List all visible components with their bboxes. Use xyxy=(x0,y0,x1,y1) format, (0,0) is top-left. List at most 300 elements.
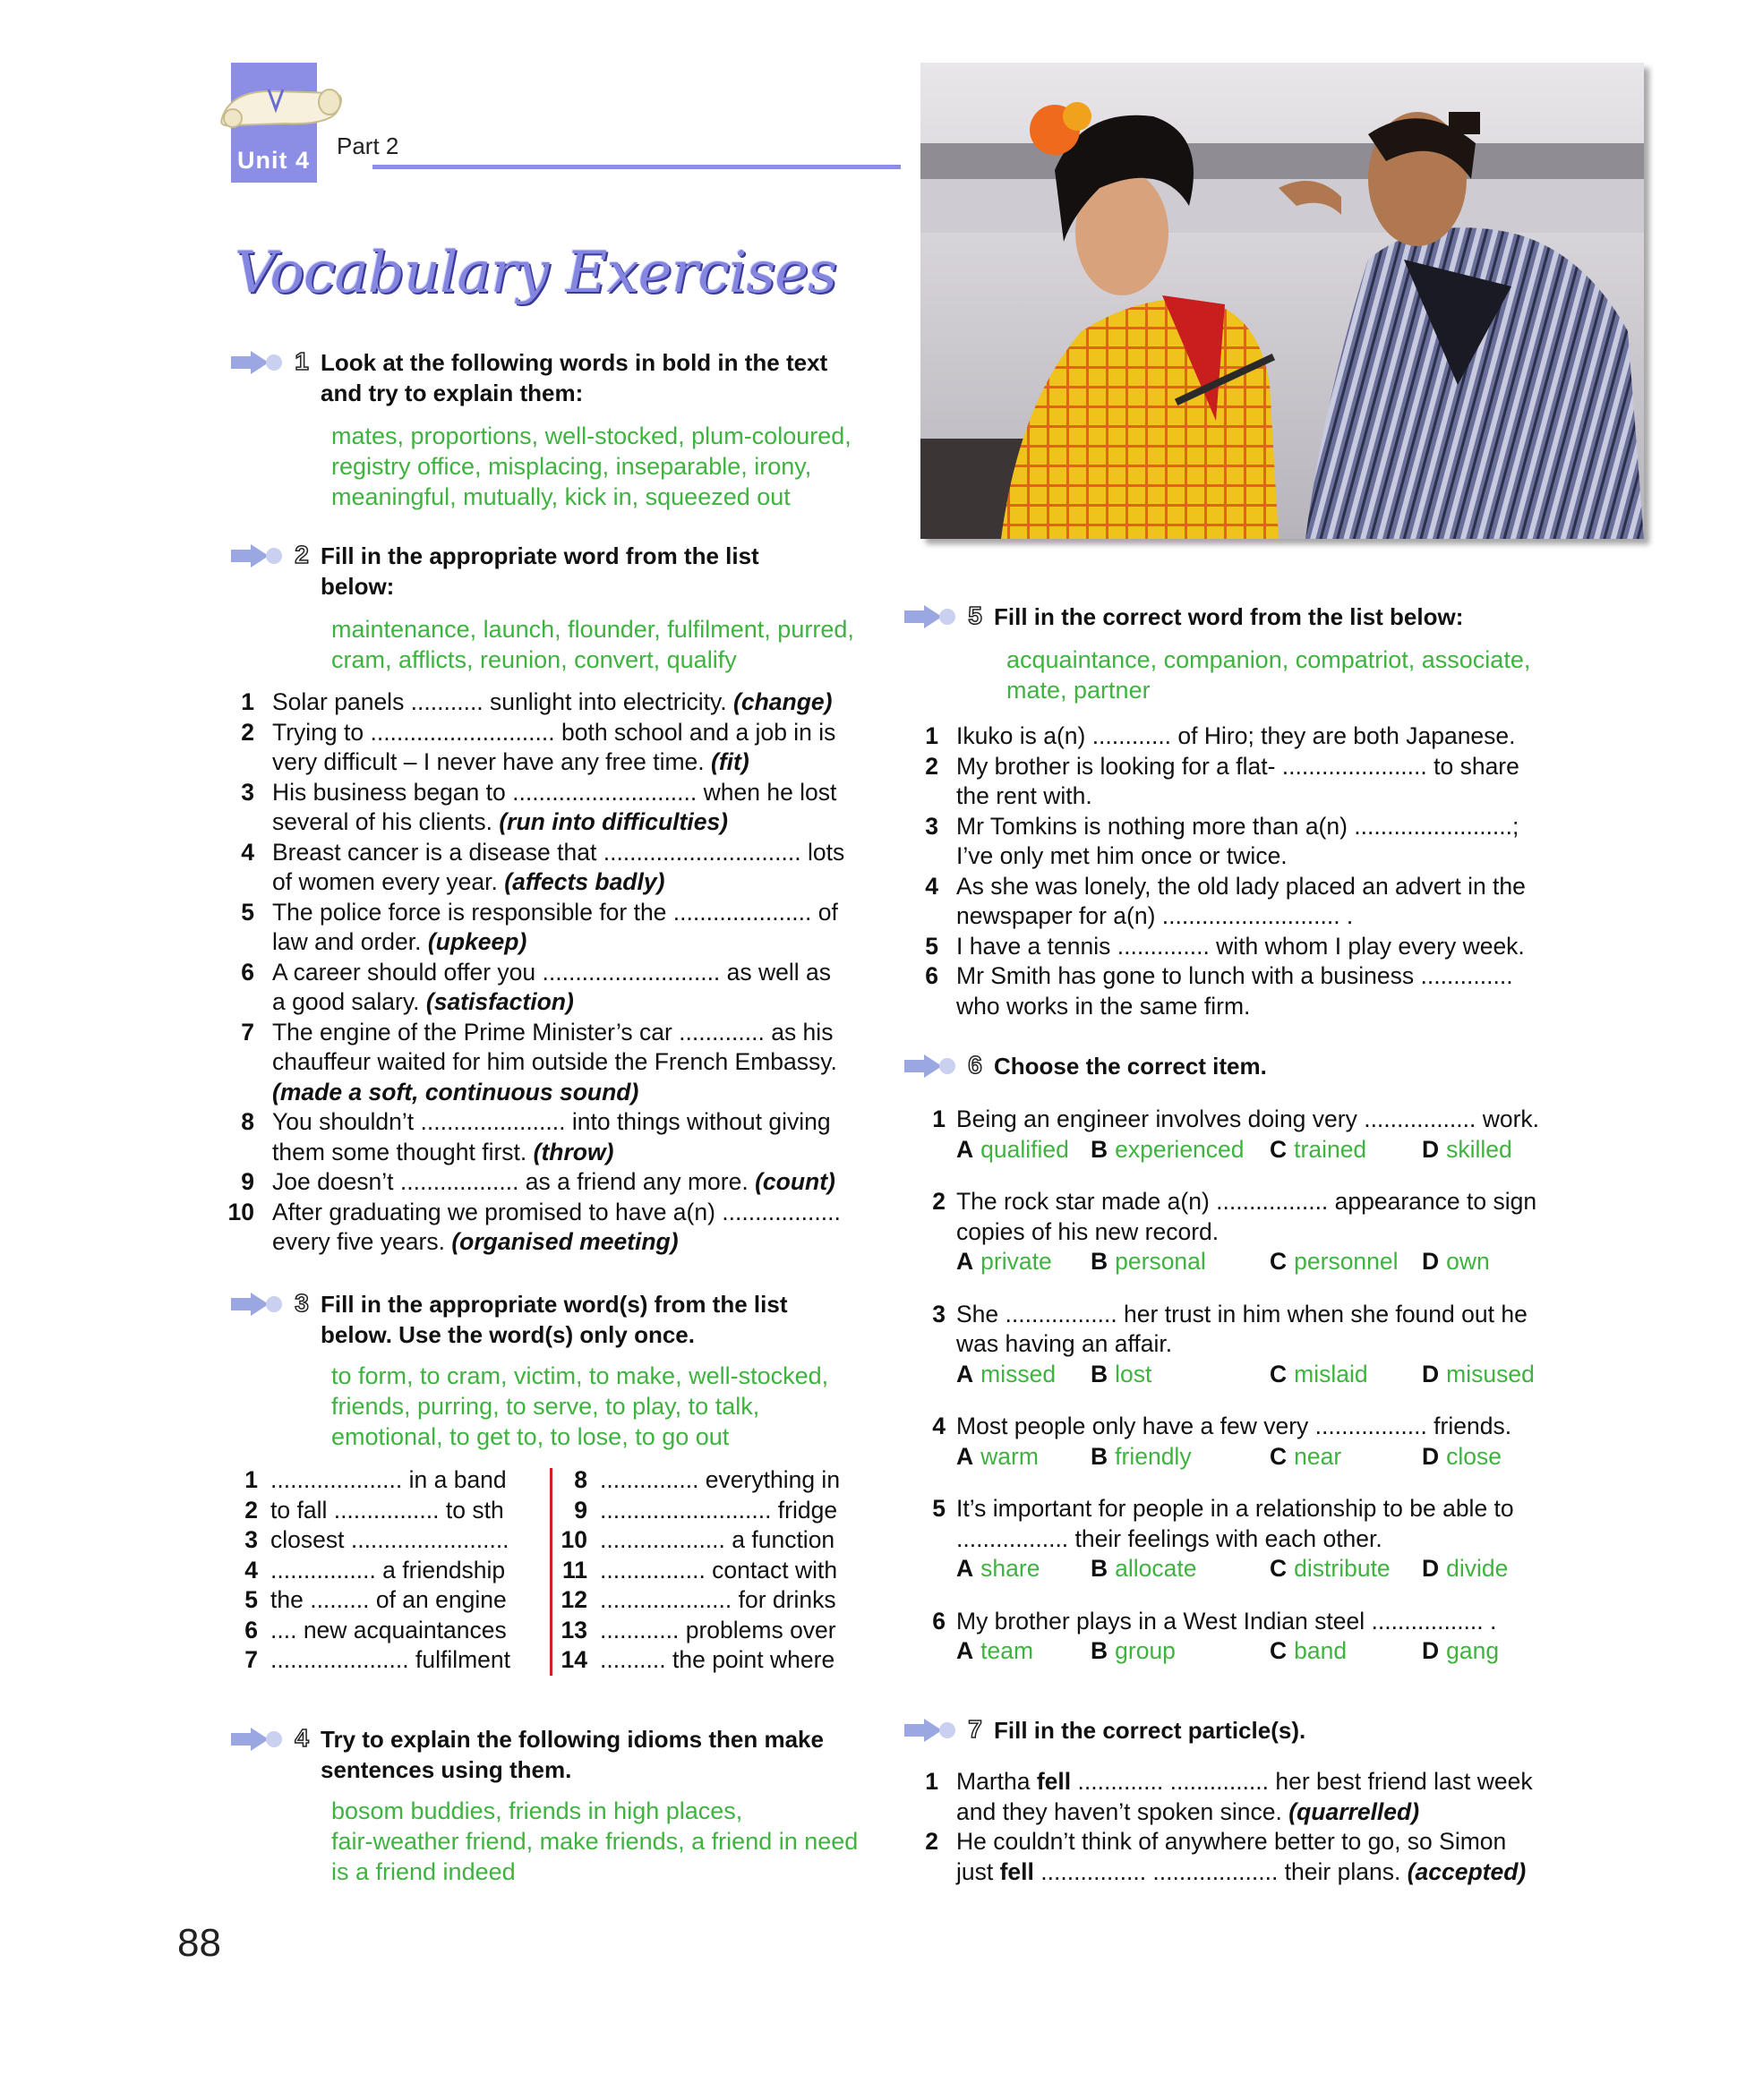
question-text: copies of his new record. xyxy=(956,1217,1220,1245)
answer-option xyxy=(1422,1442,1502,1473)
item-hint: (accepted) xyxy=(1407,1857,1527,1885)
item-text-part: Joe doesn’t .................. as a friend any more. xyxy=(272,1168,749,1195)
item-number: 4 xyxy=(932,1413,946,1439)
ex4-instruction-line2: sentences using them. xyxy=(321,1756,572,1783)
ex2-items xyxy=(227,687,879,1258)
ex1-number: 1 xyxy=(295,347,309,375)
item-number: 9 xyxy=(574,1496,587,1524)
ex5-heading xyxy=(903,602,1463,632)
answer-option xyxy=(1270,1247,1399,1277)
answer-option xyxy=(1091,1360,1151,1390)
item-number: 14 xyxy=(561,1646,587,1673)
item-text-part: ............. ............... her best friend last week xyxy=(1071,1768,1533,1795)
item-number: 12 xyxy=(561,1586,587,1613)
option-word: trained xyxy=(1294,1135,1367,1163)
list-item xyxy=(561,1496,865,1526)
item-hint: (fit) xyxy=(711,748,749,775)
item-text-part: the rent with. xyxy=(956,782,1092,809)
item-number: 6 xyxy=(925,962,938,989)
ex5-items xyxy=(919,721,1563,1021)
ex4-idiom-list xyxy=(331,1796,858,1887)
item-text: .......................... fridge xyxy=(600,1496,838,1524)
item-text xyxy=(956,752,1563,782)
item-text-part: I have a tennis .............. with whom I play every week. xyxy=(956,932,1525,960)
item-text xyxy=(956,961,1563,992)
item-text xyxy=(272,718,879,748)
item-text xyxy=(956,901,1563,932)
option-letter: B xyxy=(1091,1555,1108,1582)
list-item xyxy=(919,932,1563,962)
answer-option xyxy=(1422,1554,1508,1584)
answer-option xyxy=(1270,1135,1366,1165)
answer-options xyxy=(956,1135,1583,1165)
answer-option xyxy=(1091,1636,1176,1667)
ex7-items xyxy=(919,1767,1581,1887)
item-text: .................... in a band xyxy=(270,1466,507,1493)
option-word: mislaid xyxy=(1294,1360,1368,1387)
ex3-word-list xyxy=(331,1361,828,1452)
answer-option xyxy=(956,1247,1052,1277)
item-text xyxy=(272,1227,879,1258)
exercise-arrow-icon xyxy=(903,1054,958,1078)
item-text xyxy=(272,1138,879,1168)
word-list-line: maintenance, launch, flounder, fulfilment, purred, xyxy=(331,616,854,643)
item-text xyxy=(956,1857,1581,1888)
word-list-line: acquaintance, companion, compatriot, associate, xyxy=(1006,646,1531,673)
item-text xyxy=(272,898,879,928)
item-text-part: Most people only have a few very ................. friends. xyxy=(956,1413,1512,1439)
option-letter: C xyxy=(1270,1360,1288,1387)
list-item xyxy=(919,752,1563,812)
item-number: 6 xyxy=(244,1616,258,1643)
option-word: misused xyxy=(1446,1360,1535,1387)
option-word: warm xyxy=(980,1442,1039,1470)
question-text xyxy=(932,1607,1583,1637)
answer-option xyxy=(1270,1636,1347,1667)
ex7-heading xyxy=(903,1715,1305,1746)
answer-option xyxy=(1091,1554,1196,1584)
list-item xyxy=(235,1107,879,1167)
option-letter: A xyxy=(956,1442,974,1470)
option-letter: D xyxy=(1422,1248,1440,1275)
item-number: 1 xyxy=(932,1105,946,1132)
answer-option xyxy=(1270,1554,1391,1584)
word-list-line: friends, purring, to serve, to play, to talk, xyxy=(331,1393,760,1420)
item-text xyxy=(272,987,879,1018)
answer-options xyxy=(956,1554,1583,1584)
item-text xyxy=(956,1767,1581,1797)
item-text-part: Ikuko is a(n) ............ of Hiro; they are both Japanese. xyxy=(956,722,1516,749)
item-text xyxy=(272,958,879,988)
item-text xyxy=(956,872,1563,902)
question-text: was having an affair. xyxy=(956,1330,1173,1357)
item-text-part: I’ve only met him once or twice. xyxy=(956,842,1288,869)
list-item xyxy=(235,1167,879,1198)
item-number: 3 xyxy=(244,1526,258,1553)
answer-option xyxy=(1422,1135,1512,1165)
item-text-part: of women every year. xyxy=(272,868,498,895)
page-number: 88 xyxy=(177,1921,221,1965)
option-word: qualified xyxy=(980,1135,1069,1163)
item-text xyxy=(272,1018,879,1048)
answer-option xyxy=(1422,1636,1499,1667)
item-number: 5 xyxy=(241,898,254,926)
list-item xyxy=(231,1465,535,1496)
exercise-arrow-icon xyxy=(229,351,285,374)
item-text xyxy=(956,781,1563,812)
item-number: 10 xyxy=(561,1526,587,1553)
option-letter: C xyxy=(1270,1555,1288,1582)
ex6-heading xyxy=(903,1051,1267,1081)
word-list-line: mates, proportions, well-stocked, plum-coloured, xyxy=(331,423,852,449)
list-item xyxy=(919,1767,1581,1827)
word-list-line: emotional, to get to, to lose, to go out xyxy=(331,1423,730,1450)
list-item xyxy=(235,687,879,718)
question-block xyxy=(932,1494,1583,1584)
item-text-part: His business began to ............................ when he lost xyxy=(272,778,837,806)
item-number: 2 xyxy=(244,1496,258,1524)
item-text-part: As she was lonely, the old lady placed an advert in the xyxy=(956,872,1526,900)
word-list-line: to form, to cram, victim, to make, well-stocked, xyxy=(331,1362,829,1389)
item-text xyxy=(956,1797,1581,1828)
item-text-part: ................ ................... their plans. xyxy=(1033,1857,1401,1885)
exercise-arrow-icon xyxy=(229,544,285,568)
answer-options xyxy=(956,1636,1583,1667)
answer-option xyxy=(1091,1135,1245,1165)
ex3-heading xyxy=(229,1289,787,1350)
item-number: 11 xyxy=(561,1556,587,1584)
item-text: closest ........................ xyxy=(270,1526,509,1553)
option-letter: A xyxy=(956,1637,974,1664)
ex4-instruction-line1: Try to explain the following idioms then make xyxy=(321,1726,824,1753)
option-letter: D xyxy=(1422,1135,1440,1163)
option-letter: B xyxy=(1091,1135,1108,1163)
item-number: 4 xyxy=(925,872,938,900)
answer-option xyxy=(1270,1360,1368,1390)
option-word: close xyxy=(1446,1442,1502,1470)
item-number: 5 xyxy=(244,1586,258,1613)
ex2-word-list xyxy=(331,614,854,675)
item-text xyxy=(272,1047,879,1107)
question-block xyxy=(932,1300,1583,1390)
ex1-instruction-line1: Look at the following words in bold in the text xyxy=(321,349,828,376)
option-word: friendly xyxy=(1115,1442,1192,1470)
option-letter: B xyxy=(1091,1442,1108,1470)
list-item xyxy=(231,1585,535,1616)
ex3-instruction-line2: below. Use the word(s) only once. xyxy=(321,1321,695,1348)
item-bold-word: fell xyxy=(1036,1768,1072,1795)
option-word: share xyxy=(980,1555,1040,1582)
item-hint: (organised meeting) xyxy=(451,1228,679,1255)
option-word: personnel xyxy=(1294,1248,1399,1275)
item-hint: (satisfaction) xyxy=(425,988,574,1015)
question-text xyxy=(932,1300,1583,1330)
item-number: 1 xyxy=(241,688,254,715)
item-text: ................ contact with xyxy=(600,1556,838,1584)
option-word: group xyxy=(1115,1637,1176,1664)
ex2-instruction-line1: Fill in the appropriate word from the list xyxy=(321,542,759,569)
item-text xyxy=(272,1107,879,1138)
item-text-part: every five years. xyxy=(272,1228,445,1255)
list-item xyxy=(235,898,879,958)
item-number: 3 xyxy=(925,812,938,840)
word-list-line: registry office, misplacing, inseparable, irony, xyxy=(331,453,812,480)
item-text-part: them some thought first. xyxy=(272,1138,527,1165)
item-text-part: just xyxy=(956,1857,1000,1885)
item-text-part: After graduating we promised to have a(n) .................. xyxy=(272,1198,841,1225)
item-hint: (quarrelled) xyxy=(1288,1797,1420,1825)
ex2-instruction-line2: below: xyxy=(321,573,395,600)
item-number: 1 xyxy=(244,1466,258,1493)
option-letter: D xyxy=(1422,1442,1440,1470)
item-number: 5 xyxy=(932,1495,946,1522)
item-number: 8 xyxy=(574,1466,587,1493)
item-text xyxy=(956,932,1563,962)
item-text: ............... everything in xyxy=(600,1466,841,1493)
item-text xyxy=(272,867,879,898)
option-word: lost xyxy=(1115,1360,1152,1387)
item-text-part: A career should offer you ........................... as well as xyxy=(272,958,832,986)
option-word: near xyxy=(1294,1442,1342,1470)
ex4-number: 4 xyxy=(295,1724,309,1752)
option-word: personal xyxy=(1115,1248,1206,1275)
option-letter: C xyxy=(1270,1442,1288,1470)
answer-option xyxy=(956,1636,1033,1667)
item-text-part: The rock star made a(n) ................. appearance to sign xyxy=(956,1188,1537,1215)
item-text-part: who works in the same firm. xyxy=(956,992,1251,1020)
ex7-number: 7 xyxy=(968,1715,982,1743)
item-hint: (count) xyxy=(755,1168,835,1195)
option-word: allocate xyxy=(1115,1555,1197,1582)
item-text-part: Mr Tomkins is nothing more than a(n) ........................; xyxy=(956,812,1519,840)
option-letter: B xyxy=(1091,1248,1108,1275)
option-letter: D xyxy=(1422,1360,1440,1387)
item-number: 6 xyxy=(932,1607,946,1635)
item-text-part: several of his clients. xyxy=(272,808,492,835)
list-item xyxy=(235,838,879,898)
item-number: 7 xyxy=(241,1018,254,1046)
item-text: ............ problems over xyxy=(600,1616,836,1643)
word-list-line: cram, afflicts, reunion, convert, qualify xyxy=(331,646,737,673)
list-item xyxy=(919,721,1563,752)
item-text-part: Solar panels ........... sunlight into electricity. xyxy=(272,688,727,715)
item-text: the ......... of an engine xyxy=(270,1586,507,1613)
item-text xyxy=(956,841,1563,872)
item-text xyxy=(272,687,879,718)
item-text xyxy=(272,747,879,778)
item-text xyxy=(272,778,879,808)
option-word: own xyxy=(1446,1248,1490,1275)
item-text-part: law and order. xyxy=(272,928,422,955)
list-item xyxy=(231,1616,535,1646)
item-text-part: The engine of the Prime Minister’s car ............. as his xyxy=(272,1018,834,1046)
word-list-line: bosom buddies, friends in high places, xyxy=(331,1797,743,1824)
item-text: .................... for drinks xyxy=(600,1586,836,1613)
ex2-heading xyxy=(229,541,759,602)
item-text-part: It’s important for people in a relationship to be able to xyxy=(956,1495,1514,1522)
item-text xyxy=(956,992,1563,1022)
item-text: He couldn’t think of anywhere better to go, so Simon xyxy=(956,1828,1507,1855)
item-number: 2 xyxy=(925,1828,938,1855)
ex5-number: 5 xyxy=(968,602,982,629)
option-word: skilled xyxy=(1446,1135,1512,1163)
ex4-heading xyxy=(229,1724,824,1785)
word-list-line: meaningful, mutually, kick in, squeezed out xyxy=(331,483,791,510)
list-item xyxy=(561,1556,865,1586)
item-text xyxy=(272,1167,879,1198)
answer-option xyxy=(1422,1247,1490,1277)
option-letter: B xyxy=(1091,1360,1108,1387)
question-block xyxy=(932,1607,1583,1668)
ex2-number: 2 xyxy=(295,541,309,568)
list-item xyxy=(561,1616,865,1646)
list-item xyxy=(919,872,1563,932)
item-text xyxy=(956,812,1563,842)
question-block xyxy=(932,1412,1583,1473)
item-text-part: and they haven’t spoken since. xyxy=(956,1797,1282,1825)
item-text-part: Martha xyxy=(956,1768,1037,1795)
ex5-word-list xyxy=(1006,645,1530,705)
item-text-part: chauffeur waited for him outside the French Embassy. xyxy=(272,1048,837,1075)
item-number: 4 xyxy=(244,1556,258,1584)
list-item xyxy=(231,1556,535,1586)
item-text: ..................... fulfilment xyxy=(270,1646,511,1673)
item-number: 6 xyxy=(241,958,254,986)
option-word: team xyxy=(980,1637,1034,1664)
column-divider xyxy=(550,1468,552,1676)
option-word: experienced xyxy=(1115,1135,1245,1163)
item-hint: (affects badly) xyxy=(504,868,665,895)
ex7-instruction: Fill in the correct particle(s). xyxy=(994,1717,1306,1744)
option-letter: A xyxy=(956,1135,974,1163)
item-number: 13 xyxy=(561,1616,587,1643)
exercise-arrow-icon xyxy=(229,1293,285,1316)
option-letter: D xyxy=(1422,1555,1440,1582)
option-word: band xyxy=(1294,1637,1348,1664)
question-text xyxy=(932,1494,1583,1524)
item-number: 2 xyxy=(932,1188,946,1215)
ex6-instruction: Choose the correct item. xyxy=(994,1053,1267,1080)
item-text-part: Trying to ............................ both school and a job in is xyxy=(272,718,836,746)
item-hint: (throw) xyxy=(533,1138,614,1165)
item-number: 2 xyxy=(925,752,938,780)
ex3-instruction-line1: Fill in the appropriate word(s) from the list xyxy=(321,1291,788,1318)
item-number: 3 xyxy=(241,778,254,806)
option-letter: C xyxy=(1270,1637,1288,1664)
scroll-icon xyxy=(213,82,347,136)
word-list-line: fair-weather friend, make friends, a friend in need xyxy=(331,1828,859,1855)
item-number: 1 xyxy=(925,1768,938,1795)
item-text: ................ a friendship xyxy=(270,1556,506,1584)
option-word: divide xyxy=(1446,1555,1509,1582)
item-number: 9 xyxy=(241,1168,254,1195)
list-item xyxy=(235,958,879,1018)
list-item xyxy=(561,1465,865,1496)
item-hint: (run into difficulties) xyxy=(499,808,729,835)
item-text xyxy=(956,721,1563,752)
page-title: Vocabulary Exercises xyxy=(235,240,836,306)
answer-options xyxy=(956,1247,1583,1277)
list-item xyxy=(235,1018,879,1108)
list-item xyxy=(919,1827,1581,1887)
item-hint: (upkeep) xyxy=(427,928,527,955)
answer-options xyxy=(956,1442,1583,1473)
answer-option xyxy=(1091,1442,1192,1473)
item-number: 4 xyxy=(241,838,254,866)
item-text-part: She ................. her trust in him when she found out he xyxy=(956,1300,1528,1327)
exercise-arrow-icon xyxy=(903,605,958,628)
list-item xyxy=(235,718,879,778)
ex6-number: 6 xyxy=(968,1051,982,1079)
item-text xyxy=(272,807,879,838)
ex5-instruction: Fill in the correct word from the list below: xyxy=(994,603,1464,630)
option-letter: A xyxy=(956,1555,974,1582)
list-item xyxy=(227,1198,879,1258)
ex3-left-column xyxy=(231,1465,535,1676)
item-number: 10 xyxy=(227,1198,254,1225)
unit-label: Unit 4 xyxy=(237,147,311,174)
option-letter: A xyxy=(956,1248,974,1275)
item-text xyxy=(272,927,879,958)
question-text xyxy=(932,1187,1583,1217)
item-number: 2 xyxy=(241,718,254,746)
list-item xyxy=(231,1645,535,1676)
answer-option xyxy=(1270,1442,1341,1473)
list-item xyxy=(919,812,1563,872)
option-letter: B xyxy=(1091,1637,1108,1664)
word-list-line: is a friend indeed xyxy=(331,1858,516,1885)
answer-option xyxy=(956,1554,1040,1584)
exercise-arrow-icon xyxy=(903,1719,958,1742)
ex1-instruction-line2: and try to explain them: xyxy=(321,380,584,406)
question-text: ................. their feelings with each other. xyxy=(956,1524,1382,1552)
ex1-word-list xyxy=(331,421,852,512)
item-text-part: a good salary. xyxy=(272,988,420,1015)
item-number: 8 xyxy=(241,1108,254,1135)
item-text: .... new acquaintances xyxy=(270,1616,507,1643)
option-word: distribute xyxy=(1294,1555,1391,1582)
item-text-part: You shouldn’t ...................... into things without giving xyxy=(272,1108,831,1135)
item-text xyxy=(272,1198,879,1228)
item-text-part: My brother is looking for a flat- ...................... to share xyxy=(956,752,1519,780)
header-rule xyxy=(372,165,901,169)
item-bold-word: fell xyxy=(999,1857,1034,1885)
item-hint: (change) xyxy=(733,688,833,715)
item-hint: (made a soft, continuous sound) xyxy=(272,1078,639,1105)
item-text-part: The police force is responsible for the ..................... of xyxy=(272,898,838,926)
answer-option xyxy=(1422,1360,1535,1390)
item-text xyxy=(272,838,879,868)
option-letter: C xyxy=(1270,1135,1288,1163)
item-text-part: Mr Smith has gone to lunch with a business .............. xyxy=(956,962,1513,989)
item-text-part: Breast cancer is a disease that .............................. lots xyxy=(272,838,845,866)
option-letter: D xyxy=(1422,1637,1440,1664)
list-item xyxy=(231,1525,535,1556)
item-text: to fall ................ to sth xyxy=(270,1496,504,1524)
list-item xyxy=(231,1496,535,1526)
option-word: gang xyxy=(1446,1637,1500,1664)
option-letter: C xyxy=(1270,1248,1288,1275)
answer-option xyxy=(1091,1247,1206,1277)
answer-option xyxy=(956,1360,1056,1390)
list-item xyxy=(561,1525,865,1556)
item-number: 7 xyxy=(244,1646,258,1673)
item-text: ................... a function xyxy=(600,1526,835,1553)
exercise-arrow-icon xyxy=(229,1728,285,1751)
list-item xyxy=(235,778,879,838)
option-word: missed xyxy=(980,1360,1057,1387)
part-label: Part 2 xyxy=(337,132,399,159)
